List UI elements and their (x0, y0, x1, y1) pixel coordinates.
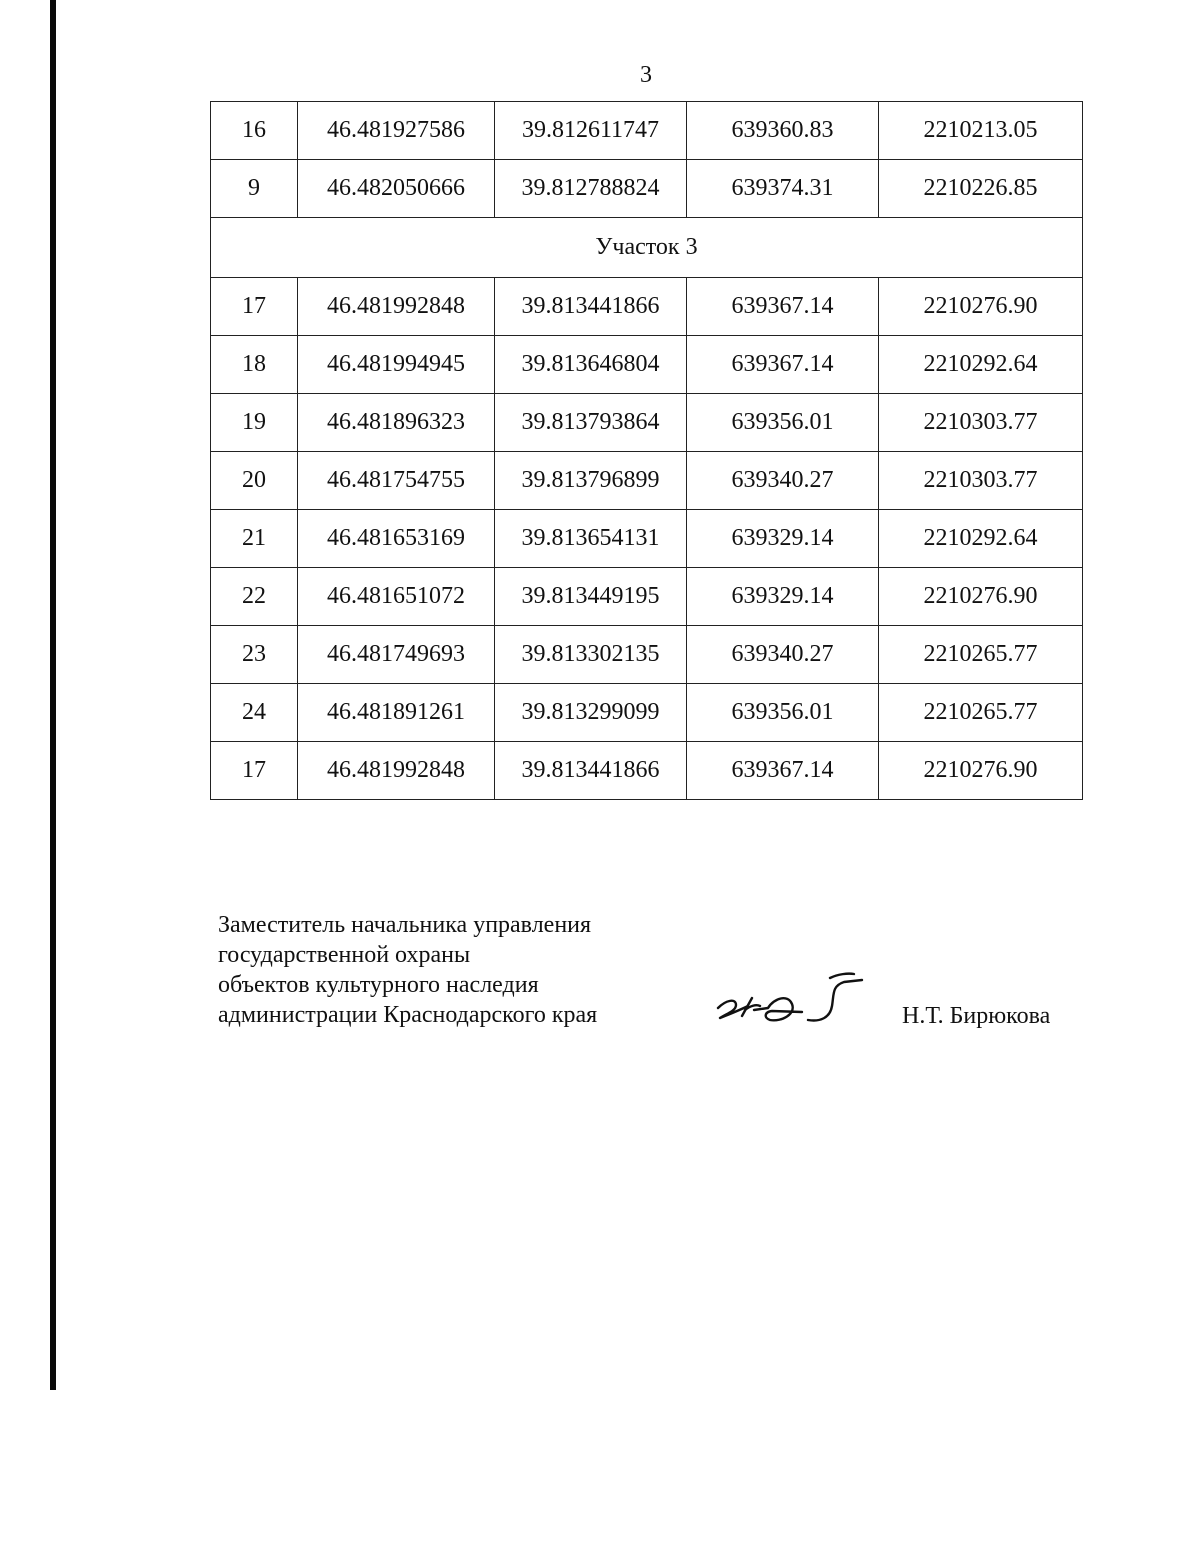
latitude-cell: 46.481896323 (298, 394, 495, 452)
longitude-cell: 39.813302135 (495, 626, 687, 684)
table-row (211, 684, 1083, 742)
latitude-cell: 46.481992848 (298, 278, 495, 336)
point-number-cell: 20 (211, 452, 298, 510)
point-number-cell: 16 (211, 102, 298, 160)
y-coordinate-cell: 2210276.90 (879, 742, 1083, 800)
point-number-cell: 17 (211, 742, 298, 800)
section-header-row (211, 218, 1083, 278)
x-coordinate-cell: 639360.83 (687, 102, 879, 160)
y-coordinate-cell: 2210292.64 (879, 510, 1083, 568)
position-line: объектов культурного наследия (218, 972, 539, 998)
section-label: Участок 3 (211, 218, 1083, 278)
longitude-cell: 39.812611747 (495, 102, 687, 160)
scan-edge-bar (50, 0, 56, 1390)
table-row (211, 452, 1083, 510)
latitude-cell: 46.481754755 (298, 452, 495, 510)
y-coordinate-cell: 2210276.90 (879, 278, 1083, 336)
table-row (211, 102, 1083, 160)
handwritten-signature (712, 968, 872, 1048)
x-coordinate-cell: 639329.14 (687, 510, 879, 568)
longitude-cell: 39.813299099 (495, 684, 687, 742)
point-number-cell: 23 (211, 626, 298, 684)
x-coordinate-cell: 639329.14 (687, 568, 879, 626)
latitude-cell: 46.481891261 (298, 684, 495, 742)
y-coordinate-cell: 2210226.85 (879, 160, 1083, 218)
point-number-cell: 18 (211, 336, 298, 394)
longitude-cell: 39.813654131 (495, 510, 687, 568)
table-row (211, 278, 1083, 336)
x-coordinate-cell: 639340.27 (687, 452, 879, 510)
x-coordinate-cell: 639340.27 (687, 626, 879, 684)
y-coordinate-cell: 2210292.64 (879, 336, 1083, 394)
table-row (211, 336, 1083, 394)
table-row (211, 742, 1083, 800)
table-row (211, 510, 1083, 568)
latitude-cell: 46.481749693 (298, 626, 495, 684)
y-coordinate-cell: 2210265.77 (879, 684, 1083, 742)
position-line: Заместитель начальника управления (218, 912, 592, 938)
point-number-cell: 24 (211, 684, 298, 742)
latitude-cell: 46.481651072 (298, 568, 495, 626)
longitude-cell: 39.813796899 (495, 452, 687, 510)
x-coordinate-cell: 639356.01 (687, 394, 879, 452)
coordinates-table (210, 101, 1083, 800)
y-coordinate-cell: 2210303.77 (879, 452, 1083, 510)
longitude-cell: 39.813646804 (495, 336, 687, 394)
point-number-cell: 17 (211, 278, 298, 336)
x-coordinate-cell: 639356.01 (687, 684, 879, 742)
position-line: государственной охраны (218, 942, 471, 968)
y-coordinate-cell: 2210213.05 (879, 102, 1083, 160)
longitude-cell: 39.812788824 (495, 160, 687, 218)
x-coordinate-cell: 639367.14 (687, 278, 879, 336)
point-number-cell: 9 (211, 160, 298, 218)
latitude-cell: 46.481927586 (298, 102, 495, 160)
table-row (211, 626, 1083, 684)
point-number-cell: 21 (211, 510, 298, 568)
latitude-cell: 46.481994945 (298, 336, 495, 394)
table-row (211, 160, 1083, 218)
x-coordinate-cell: 639367.14 (687, 742, 879, 800)
longitude-cell: 39.813449195 (495, 568, 687, 626)
latitude-cell: 46.481992848 (298, 742, 495, 800)
point-number-cell: 22 (211, 568, 298, 626)
page-number: 3 (640, 62, 652, 88)
latitude-cell: 46.482050666 (298, 160, 495, 218)
position-line: администрации Краснодарского края (218, 1002, 598, 1028)
signatory-position (218, 910, 597, 1030)
x-coordinate-cell: 639374.31 (687, 160, 879, 218)
y-coordinate-cell: 2210303.77 (879, 394, 1083, 452)
point-number-cell: 19 (211, 394, 298, 452)
signer-name: Н.Т. Бирюкова (902, 1003, 1051, 1029)
latitude-cell: 46.481653169 (298, 510, 495, 568)
table-row (211, 568, 1083, 626)
y-coordinate-cell: 2210265.77 (879, 626, 1083, 684)
longitude-cell: 39.813793864 (495, 394, 687, 452)
table-row (211, 394, 1083, 452)
longitude-cell: 39.813441866 (495, 742, 687, 800)
longitude-cell: 39.813441866 (495, 278, 687, 336)
y-coordinate-cell: 2210276.90 (879, 568, 1083, 626)
x-coordinate-cell: 639367.14 (687, 336, 879, 394)
